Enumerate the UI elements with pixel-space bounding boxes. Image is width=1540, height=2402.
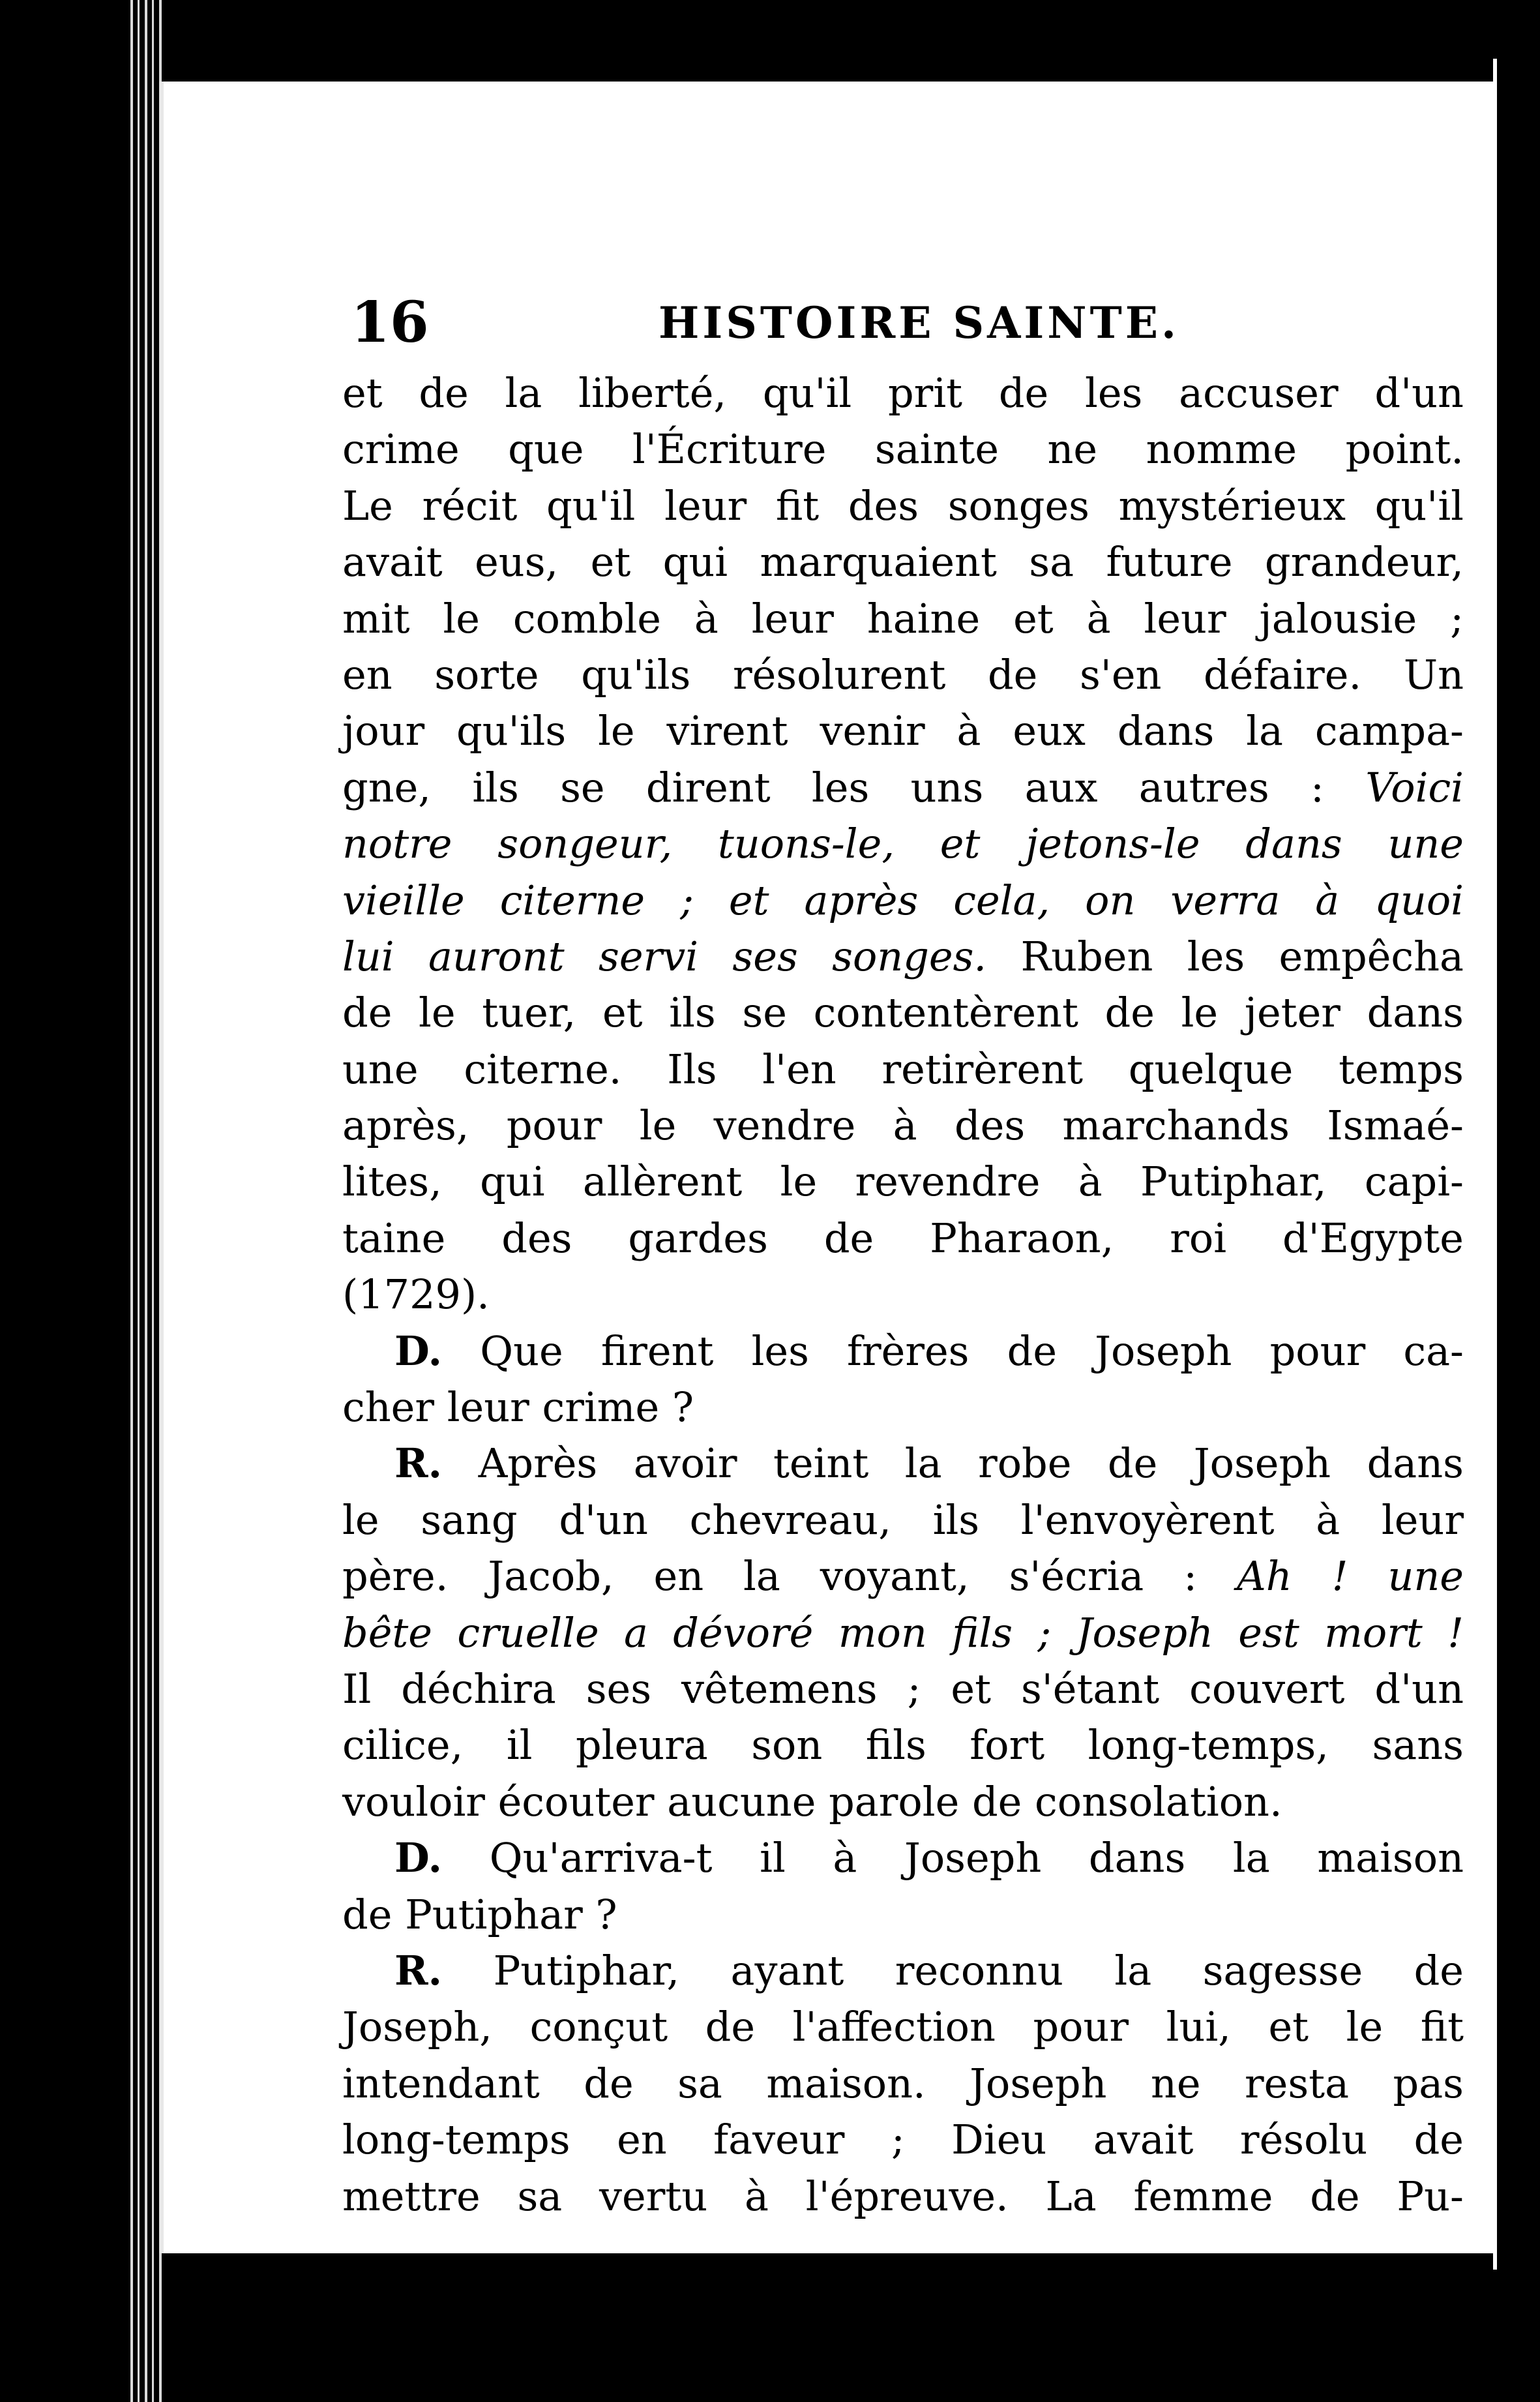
question-marker: D. [394, 1327, 443, 1375]
text-segment: mit le comble à leur haine et à leur jalousie ; [342, 594, 1464, 642]
text-segment: Qu'arriva-t il à Joseph dans la maison [442, 1834, 1464, 1882]
italic-quote: notre songeur, tuons-le, et jetons-le dans une [342, 820, 1464, 868]
text-line [342, 1042, 1464, 1098]
text-segment: Ruben les empêcha [986, 932, 1464, 980]
running-title: HISTOIRE SAINTE. [659, 297, 1179, 348]
text-segment: intendant de sa maison. Joseph ne resta pas [342, 2059, 1464, 2107]
page-number: 16 [351, 290, 429, 355]
text-line [342, 1661, 1464, 1717]
text-segment: long-temps en faveur ; Dieu avait résolu de [342, 2116, 1464, 2164]
body-text [342, 365, 1464, 2225]
text-line [342, 929, 1464, 985]
text-segment: et de la liberté, qu'il prit de les accuser d'un [342, 369, 1464, 417]
question-marker: R. [394, 1439, 443, 1488]
text-line [342, 1210, 1464, 1267]
text-segment: père. Jacob, en la voyant, s'écria : [342, 1552, 1237, 1600]
text-segment: lites, qui allèrent le revendre à Putiphar, capi- [342, 1158, 1464, 1206]
italic-quote: vieille citerne ; et après cela, on verra à quoi [342, 876, 1464, 924]
text-segment: Il déchira ses vêtemens ; et s'étant couvert d'un [342, 1664, 1464, 1713]
text-line [342, 1887, 1464, 1943]
text-line [342, 2169, 1464, 2225]
text-line [342, 1492, 1464, 1548]
text-segment: Putiphar, ayant reconnu la sagesse de [442, 1946, 1464, 1994]
text-segment: jour qu'ils le virent venir à eux dans la campa- [342, 707, 1464, 755]
text-line [342, 1435, 1464, 1492]
text-segment: Joseph, conçut de l'affection pour lui, et le fit [342, 2003, 1464, 2051]
text-segment: mettre sa vertu à l'épreuve. La femme de Pu- [342, 2172, 1464, 2220]
text-segment: vouloir écouter aucune parole de consolation. [342, 1777, 1282, 1825]
text-line [342, 591, 1464, 647]
text-line [342, 1943, 1464, 1999]
text-line [342, 760, 1464, 816]
text-line [342, 703, 1464, 759]
text-line [342, 1267, 1464, 1323]
text-line [342, 1154, 1464, 1210]
text-line [342, 2112, 1464, 2168]
text-segment: taine des gardes de Pharaon, roi d'Egypte [342, 1214, 1464, 1262]
text-line [342, 421, 1464, 477]
question-marker: D. [394, 1834, 443, 1882]
text-segment: en sorte qu'ils résolurent de s'en défaire. Un [342, 650, 1464, 698]
text-line [342, 1098, 1464, 1154]
text-line [342, 1717, 1464, 1773]
text-segment: cilice, il pleura son fils fort long-temps, sans [342, 1721, 1464, 1769]
text-segment: après, pour le vendre à des marchands Ismaé- [342, 1102, 1464, 1150]
page-header [189, 280, 1467, 365]
text-segment: Le récit qu'il leur fit des songes mystérieux qu'il [342, 481, 1464, 530]
text-segment: une citerne. Ils l'en retirèrent quelque temps [342, 1045, 1464, 1093]
italic-quote: Ah ! une [1237, 1552, 1464, 1600]
italic-quote: Voici [1365, 763, 1464, 811]
text-line [342, 873, 1464, 929]
text-segment: de Putiphar ? [342, 1890, 617, 1938]
italic-quote: lui auront servi ses songes. [342, 932, 987, 980]
text-segment: gne, ils se dirent les uns aux autres : [342, 763, 1366, 811]
text-line [342, 985, 1464, 1041]
page-right-edge [1493, 59, 1497, 2270]
text-segment: Après avoir teint la robe de Joseph dans [442, 1439, 1464, 1488]
text-segment: de le tuer, et ils se contentèrent de le jeter dans [342, 989, 1464, 1037]
text-line [342, 534, 1464, 590]
text-line [342, 365, 1464, 421]
question-marker: R. [394, 1946, 443, 1994]
text-line [342, 2056, 1464, 2112]
text-line [342, 647, 1464, 703]
text-line [342, 1323, 1464, 1379]
text-line [342, 816, 1464, 872]
text-segment: crime que l'Écriture sainte ne nomme point. [342, 425, 1464, 473]
text-segment: le sang d'un chevreau, ils l'envoyèrent à leur [342, 1495, 1464, 1544]
text-line [342, 1605, 1464, 1661]
text-line [342, 1830, 1464, 1886]
text-segment: cher leur crime ? [342, 1383, 694, 1432]
text-segment: (1729). [342, 1270, 490, 1319]
text-line [342, 1999, 1464, 2055]
text-segment: avait eus, et qui marquaient sa future grandeur, [342, 538, 1464, 586]
text-line [342, 1379, 1464, 1435]
italic-quote: bête cruelle a dévoré mon fils ; Joseph est mort ! [342, 1608, 1464, 1657]
text-line [342, 1774, 1464, 1830]
text-line [342, 1548, 1464, 1604]
text-line [342, 478, 1464, 534]
text-segment: Que firent les frères de Joseph pour ca- [442, 1327, 1464, 1375]
